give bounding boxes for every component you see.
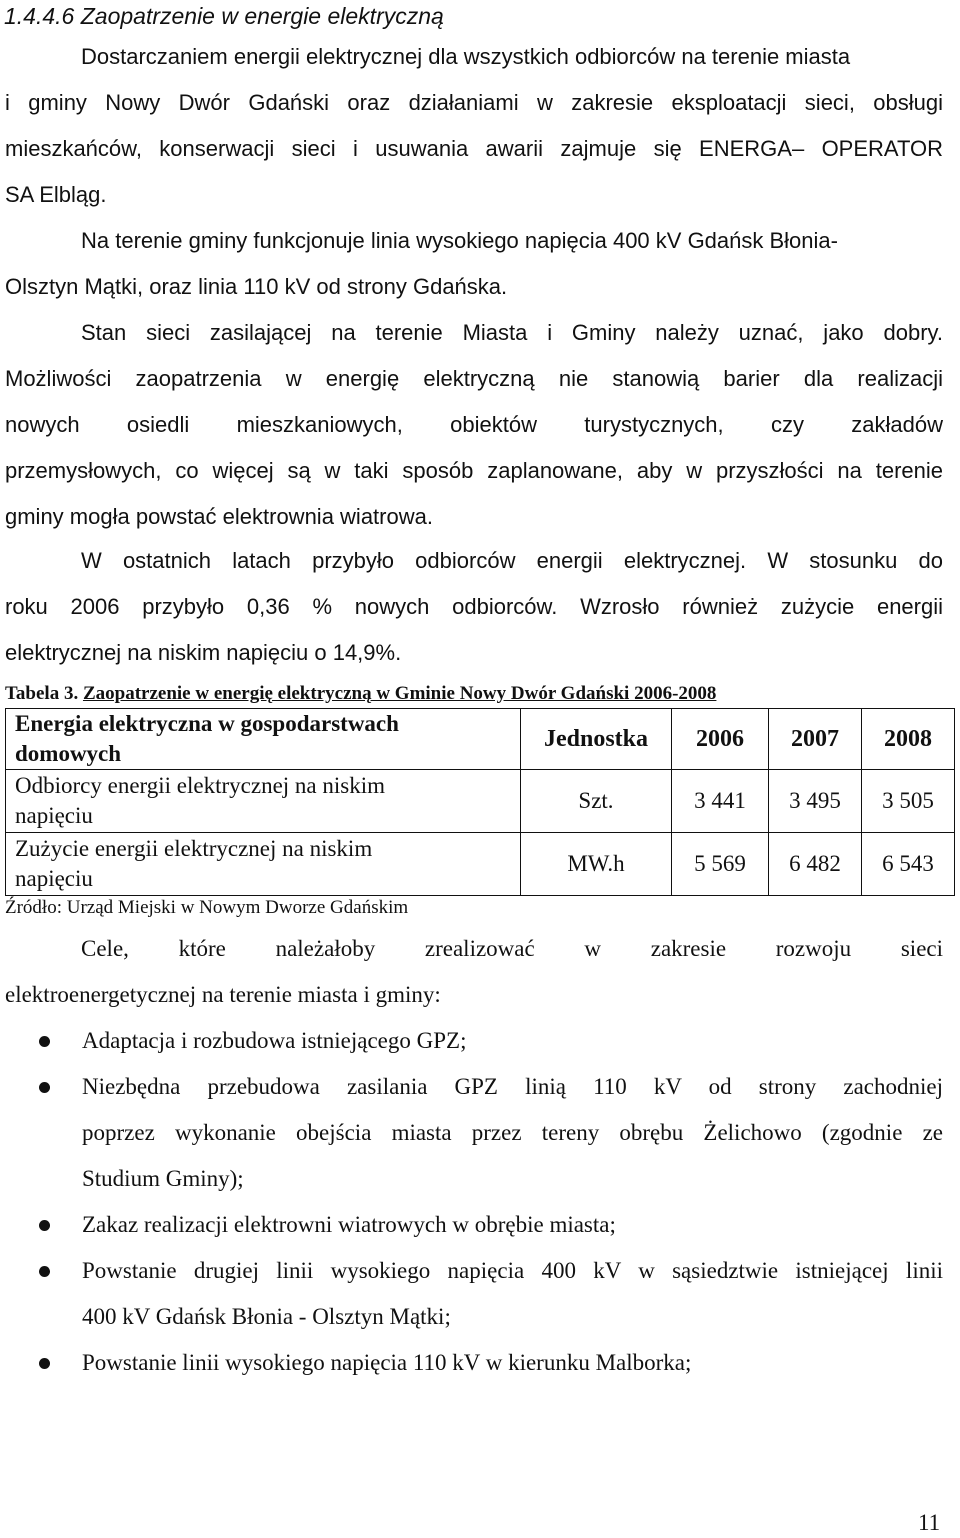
header-year-2008: 2008 [862, 709, 955, 770]
header-unit: Jednostka [521, 709, 672, 770]
goals-list [0, 1018, 943, 1386]
text-line: Dostarczaniem energii elektrycznej dla wszystkich odbiorców na terenie miasta [81, 44, 851, 69]
row-label-line: Odbiorcy energii elektrycznej na niskim [15, 773, 386, 798]
text-line: Na terenie gminy funkcjonuje linia wysokiego napięcia 400 kV Gdańsk Błonia- [81, 228, 838, 253]
text-line: Powstanie linii wysokiego napięcia 110 kV w kierunku Malborka; [82, 1350, 692, 1375]
text-line: gminy mogła powstać elektrownia wiatrowa. [5, 504, 433, 529]
row-value-2008: 6 543 [862, 833, 955, 896]
text-line: elektroenergetycznej na terenie miasta i gminy: [5, 982, 441, 1007]
bullet-icon [39, 1082, 50, 1093]
table-source: Źródło: Urząd Miejski w Nowym Dworze Gdańskim [5, 897, 409, 918]
row-label-cell [6, 833, 521, 896]
page-number: 11 [918, 1510, 941, 1535]
bullet-icon [39, 1220, 50, 1231]
text-line: roku 2006 przybyło 0,36 % nowych odbiorców. Wzrosło również zużycie energii [5, 594, 943, 619]
header-label-cell [6, 709, 521, 770]
text-line: Olsztyn Mątki, oraz linia 110 kV od strony Gdańska. [5, 274, 508, 299]
text-line: nowych osiedli mieszkaniowych, obiektów turystycznych, czy zakładów [5, 412, 943, 437]
list-item [0, 1248, 943, 1340]
text-line: Powstanie drugiej linii wysokiego napięcia 400 kV w sąsiedztwie istniejącej linii [82, 1258, 943, 1283]
text-line: mieszkańców, konserwacji sieci i usuwania awarii zajmuje się ENERGA– OPERATOR [5, 136, 943, 161]
row-label-cell [6, 770, 521, 833]
row-unit: MW.h [521, 833, 672, 896]
row-value-2007: 3 495 [769, 770, 862, 833]
paragraph-goals-intro [5, 926, 943, 1018]
text-line: Cele, które należałoby zrealizować w zakresie rozwoju sieci [81, 936, 943, 961]
text-line: elektrycznej na niskim napięciu o 14,9%. [5, 640, 402, 665]
paragraph-energy-supplier [5, 34, 943, 218]
row-label-line: napięciu [15, 866, 93, 891]
paragraph-network-state [5, 310, 943, 540]
energy-table [5, 708, 955, 896]
list-item [0, 1064, 943, 1202]
row-value-2006: 5 569 [672, 833, 769, 896]
text-line: SA Elbląg. [5, 182, 107, 207]
row-value-2006: 3 441 [672, 770, 769, 833]
text-line: Zakaz realizacji elektrowni wiatrowych w obrębie miasta; [82, 1212, 616, 1237]
header-year-2007: 2007 [769, 709, 862, 770]
section-heading: 1.4.4.6 Zaopatrzenie w energie elektryczną [4, 3, 444, 29]
paragraph-high-voltage-lines [5, 218, 943, 310]
bullet-icon [39, 1358, 50, 1369]
list-item [0, 1340, 943, 1386]
table-row [6, 770, 955, 833]
row-label-line: napięciu [15, 803, 93, 828]
table-caption [5, 680, 716, 708]
row-value-2007: 6 482 [769, 833, 862, 896]
text-line: poprzez wykonanie obejścia miasta przez tereny obrębu Żelichowo (zgodnie ze [82, 1120, 943, 1145]
table-caption-label: Tabela 3. [5, 683, 79, 704]
text-line: i gminy Nowy Dwór Gdański oraz działaniami w zakresie eksploatacji sieci, obsługi [5, 90, 943, 115]
list-item [0, 1202, 943, 1248]
row-value-2008: 3 505 [862, 770, 955, 833]
header-year-2006: 2006 [672, 709, 769, 770]
text-line: Studium Gminy); [82, 1166, 244, 1191]
text-line: Adaptacja i rozbudowa istniejącego GPZ; [82, 1028, 467, 1053]
text-line: W ostatnich latach przybyło odbiorców energii elektrycznej. W stosunku do [81, 548, 943, 573]
header-label-line: Energia elektryczna w gospodarstwach [15, 711, 399, 736]
table-caption-title: Zaopatrzenie w energię elektryczną w Gminie Nowy Dwór Gdański 2006-2008 [82, 683, 717, 704]
bullet-icon [39, 1036, 50, 1047]
header-label-line: domowych [15, 741, 122, 766]
text-line: przemysłowych, co więcej są w taki sposób zaplanowane, aby w przyszłości na terenie [5, 458, 943, 483]
text-line: Stan sieci zasilającej na terenie Miasta i Gminy należy uznać, jako dobry. [81, 320, 943, 345]
text-line: Niezbędna przebudowa zasilania GPZ linią 110 kV od strony zachodniej [82, 1074, 943, 1099]
paragraph-consumers-growth [5, 538, 943, 676]
table-row [6, 833, 955, 896]
text-line: 400 kV Gdańsk Błonia - Olsztyn Mątki; [82, 1304, 451, 1329]
row-unit: Szt. [521, 770, 672, 833]
table-header-row [6, 709, 955, 770]
text-line: Możliwości zaopatrzenia w energię elektryczną nie stanowią barier dla realizacji [5, 366, 943, 391]
row-label-line: Zużycie energii elektrycznej na niskim [15, 836, 373, 861]
bullet-icon [39, 1266, 50, 1277]
list-item [0, 1018, 943, 1064]
